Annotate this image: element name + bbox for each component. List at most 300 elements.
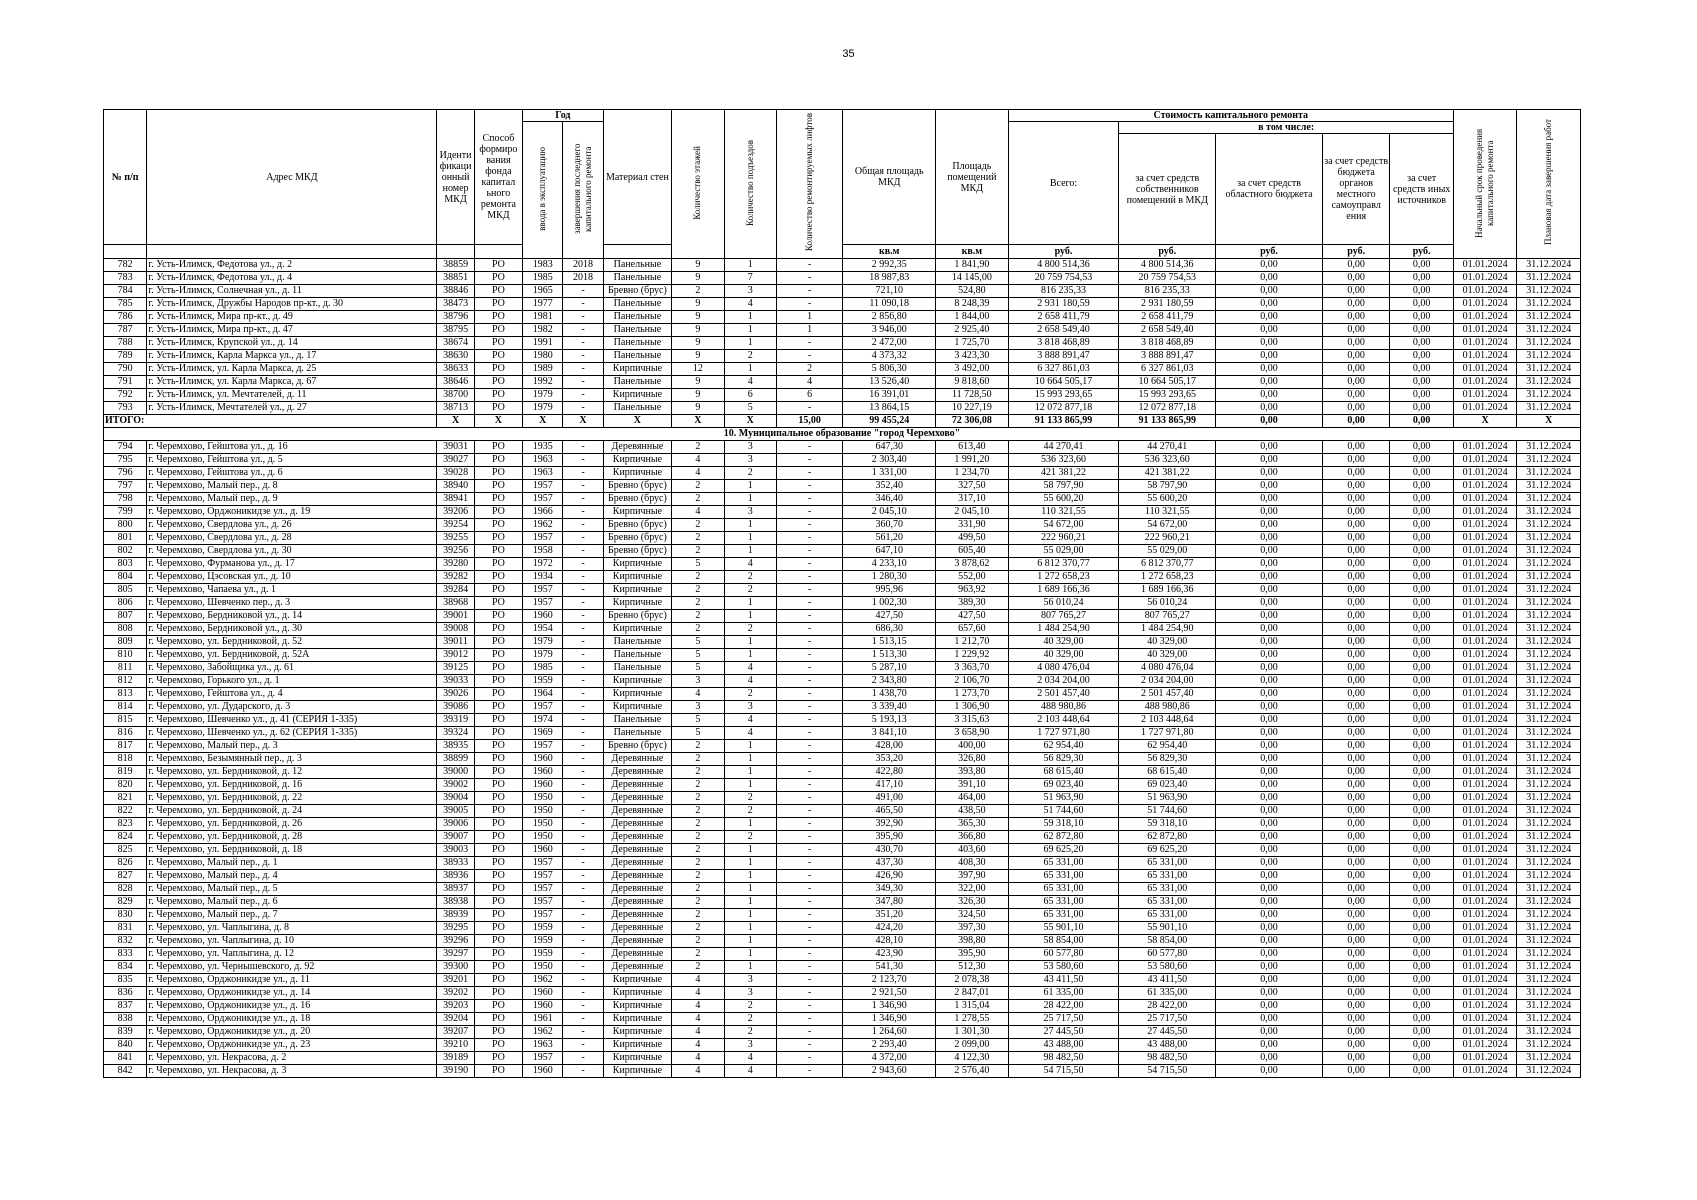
total-cell: 0,00 xyxy=(1390,415,1453,428)
table-cell: 39000 xyxy=(437,766,474,779)
table-cell: 0,00 xyxy=(1322,441,1390,454)
table-cell: 1957 xyxy=(523,493,563,506)
cell-address: г. Усть-Илимск, Федотова ул., д. 2 xyxy=(147,259,437,272)
table-cell: 1957 xyxy=(523,896,563,909)
table-cell: 31.12.2024 xyxy=(1517,831,1581,844)
table-cell: РО xyxy=(474,818,522,831)
table-cell: Панельные xyxy=(603,298,672,311)
table-cell: 0,00 xyxy=(1216,311,1323,324)
table-cell: 1 xyxy=(724,519,776,532)
table-cell: 0,00 xyxy=(1322,337,1390,350)
table-cell: - xyxy=(563,766,603,779)
table-cell: - xyxy=(776,675,842,688)
table-cell: - xyxy=(776,688,842,701)
table-cell: 01.01.2024 xyxy=(1453,727,1516,740)
table-cell: 0,00 xyxy=(1216,896,1323,909)
table-cell: - xyxy=(776,545,842,558)
table-cell: 1983 xyxy=(523,259,563,272)
table-cell: 0,00 xyxy=(1322,467,1390,480)
table-cell: 65 331,00 xyxy=(1008,909,1119,922)
table-cell: 51 963,90 xyxy=(1008,792,1119,805)
table-cell: 31.12.2024 xyxy=(1517,974,1581,987)
table-cell: 1 484 254,90 xyxy=(1008,623,1119,636)
table-cell: 2 xyxy=(672,922,724,935)
cell-address: г. Черемхово, Малый пер., д. 5 xyxy=(147,883,437,896)
table-cell: 38899 xyxy=(437,753,474,766)
table-cell: 0,00 xyxy=(1390,389,1453,402)
table-cell: 31.12.2024 xyxy=(1517,766,1581,779)
table-cell: 816 235,33 xyxy=(1008,285,1119,298)
table-cell: 830 xyxy=(104,909,147,922)
table-cell: 4 xyxy=(724,675,776,688)
header-total-area: Общая площадь МКД xyxy=(843,110,936,245)
table-cell: РО xyxy=(474,636,522,649)
table-cell: - xyxy=(563,714,603,727)
table-cell: - xyxy=(776,610,842,623)
table-cell: 5 xyxy=(672,649,724,662)
table-cell: 4 xyxy=(724,662,776,675)
table-cell: 55 901,10 xyxy=(1119,922,1216,935)
table-row xyxy=(104,935,1581,948)
table-cell: 12 xyxy=(672,363,724,376)
table-cell: 1 xyxy=(724,311,776,324)
table-cell: 01.01.2024 xyxy=(1453,584,1516,597)
table-row xyxy=(104,753,1581,766)
table-cell: 31.12.2024 xyxy=(1517,493,1581,506)
table-cell: 38938 xyxy=(437,896,474,909)
table-cell: - xyxy=(563,753,603,766)
table-row xyxy=(104,493,1581,506)
table-cell: 0,00 xyxy=(1216,883,1323,896)
table-cell: 0,00 xyxy=(1390,844,1453,857)
table-cell: - xyxy=(563,532,603,545)
table-cell: РО xyxy=(474,519,522,532)
table-cell: Кирпичные xyxy=(603,571,672,584)
table-row xyxy=(104,285,1581,298)
table-cell: 60 577,80 xyxy=(1008,948,1119,961)
table-cell: 01.01.2024 xyxy=(1453,701,1516,714)
table-cell: 0,00 xyxy=(1390,662,1453,675)
table-cell: 0,00 xyxy=(1216,467,1323,480)
table-cell: - xyxy=(776,922,842,935)
table-cell: 831 xyxy=(104,922,147,935)
table-row xyxy=(104,454,1581,467)
table-cell: 6 812 370,77 xyxy=(1119,558,1216,571)
cell-address: г. Усть-Илимск, ул. Мечтателей, д. 11 xyxy=(147,389,437,402)
table-cell: 3 492,00 xyxy=(936,363,1009,376)
table-cell: РО xyxy=(474,727,522,740)
table-cell: 39011 xyxy=(437,636,474,649)
table-cell: - xyxy=(776,454,842,467)
table-cell: 68 615,40 xyxy=(1119,766,1216,779)
table-cell: - xyxy=(563,467,603,480)
table-cell: 811 xyxy=(104,662,147,675)
table-cell: - xyxy=(563,480,603,493)
header-start-date xyxy=(1453,110,1516,259)
table-cell: 352,40 xyxy=(843,480,936,493)
table-cell: 2 xyxy=(672,896,724,909)
table-cell: 813 xyxy=(104,688,147,701)
cell-address: г. Усть-Илимск, Дружбы Народов пр-кт., д. 30 xyxy=(147,298,437,311)
table-cell: 0,00 xyxy=(1322,909,1390,922)
table-cell: 0,00 xyxy=(1216,337,1323,350)
table-cell: РО xyxy=(474,584,522,597)
table-cell: 2 xyxy=(776,363,842,376)
table-cell: 7 xyxy=(724,272,776,285)
table-cell: 31.12.2024 xyxy=(1517,935,1581,948)
table-cell: Деревянные xyxy=(603,896,672,909)
table-cell: РО xyxy=(474,961,522,974)
table-row xyxy=(104,649,1581,662)
table-cell: Кирпичные xyxy=(603,1026,672,1039)
table-cell: 9 818,60 xyxy=(936,376,1009,389)
table-cell: - xyxy=(776,961,842,974)
table-cell: Панельные xyxy=(603,727,672,740)
table-cell: 721,10 xyxy=(843,285,936,298)
table-cell: 331,90 xyxy=(936,519,1009,532)
table-cell: 38937 xyxy=(437,883,474,896)
table-cell: 0,00 xyxy=(1322,402,1390,415)
table-cell: 0,00 xyxy=(1216,714,1323,727)
table-cell: 2 xyxy=(672,571,724,584)
cell-address: г. Черемхово, Гейштова ул., д. 4 xyxy=(147,688,437,701)
table-cell: 835 xyxy=(104,974,147,987)
table-cell: 16 391,01 xyxy=(843,389,936,402)
table-cell: 0,00 xyxy=(1390,922,1453,935)
table-cell: - xyxy=(563,922,603,935)
table-cell: 1 xyxy=(724,961,776,974)
table-cell: - xyxy=(563,454,603,467)
header-incl-group: в том числе: xyxy=(1119,122,1453,134)
table-cell: РО xyxy=(474,688,522,701)
table-cell: 0,00 xyxy=(1322,883,1390,896)
table-cell: 01.01.2024 xyxy=(1453,324,1516,337)
header-entrances xyxy=(724,110,776,259)
table-cell: 0,00 xyxy=(1390,883,1453,896)
table-row xyxy=(104,350,1581,363)
table-row xyxy=(104,675,1581,688)
table-cell: 1 xyxy=(724,896,776,909)
table-cell: 824 xyxy=(104,831,147,844)
table-cell: РО xyxy=(474,740,522,753)
table-cell: 1 xyxy=(724,909,776,922)
table-cell: 0,00 xyxy=(1216,402,1323,415)
cell-address: г. Черемхово, Чапаева ул., д. 1 xyxy=(147,584,437,597)
table-cell: 0,00 xyxy=(1390,1013,1453,1026)
table-cell: 31.12.2024 xyxy=(1517,441,1581,454)
header-cost-regional: за счет средств областного бюджета xyxy=(1216,134,1323,245)
table-cell: Кирпичные xyxy=(603,506,672,519)
table-cell: 1 xyxy=(724,480,776,493)
header-unit-blank xyxy=(147,245,437,259)
table-cell: 1 212,70 xyxy=(936,636,1009,649)
cell-address: г. Черемхово, ул. Чаплыгина, д. 8 xyxy=(147,922,437,935)
table-cell: 4 800 514,36 xyxy=(1119,259,1216,272)
header-unit-cost-total: руб. xyxy=(1008,245,1119,259)
table-cell: 222 960,21 xyxy=(1008,532,1119,545)
table-cell: 3 xyxy=(724,285,776,298)
table-cell: РО xyxy=(474,948,522,961)
table-cell: 825 xyxy=(104,844,147,857)
table-cell: 2 xyxy=(724,831,776,844)
table-cell: Панельные xyxy=(603,259,672,272)
table-cell: 1966 xyxy=(523,506,563,519)
table-cell: 0,00 xyxy=(1216,389,1323,402)
table-cell: 31.12.2024 xyxy=(1517,506,1581,519)
table-cell: 2 xyxy=(672,545,724,558)
table-cell: 01.01.2024 xyxy=(1453,259,1516,272)
header-unit-cost-other: руб. xyxy=(1390,245,1453,259)
table-cell: 801 xyxy=(104,532,147,545)
table-cell: 0,00 xyxy=(1390,805,1453,818)
cell-address: г. Черемхово, Орджоникидзе ул., д. 14 xyxy=(147,987,437,1000)
table-cell: 317,10 xyxy=(936,493,1009,506)
table-cell: 68 615,40 xyxy=(1008,766,1119,779)
table-cell: 4 122,30 xyxy=(936,1052,1009,1065)
table-cell: 0,00 xyxy=(1322,701,1390,714)
table-cell: 807 765,27 xyxy=(1008,610,1119,623)
table-cell: 0,00 xyxy=(1216,792,1323,805)
table-cell: 1957 xyxy=(523,740,563,753)
table-cell: 39012 xyxy=(437,649,474,662)
table-cell: 0,00 xyxy=(1216,441,1323,454)
table-cell: 837 xyxy=(104,1000,147,1013)
table-cell: 2 xyxy=(724,688,776,701)
table-cell: - xyxy=(563,350,603,363)
table-cell: 0,00 xyxy=(1216,948,1323,961)
table-cell: 01.01.2024 xyxy=(1453,662,1516,675)
table-cell: 38796 xyxy=(437,311,474,324)
table-cell: - xyxy=(563,792,603,805)
table-cell: 0,00 xyxy=(1216,285,1323,298)
table-cell: РО xyxy=(474,623,522,636)
table-cell: 0,00 xyxy=(1390,1065,1453,1078)
table-cell: 8 248,39 xyxy=(936,298,1009,311)
table-cell: - xyxy=(563,519,603,532)
table-row xyxy=(104,376,1581,389)
table-cell: 0,00 xyxy=(1216,597,1323,610)
table-cell: 55 029,00 xyxy=(1008,545,1119,558)
table-cell: 14 145,00 xyxy=(936,272,1009,285)
table-cell: Панельные xyxy=(603,714,672,727)
table-cell: - xyxy=(776,597,842,610)
header-start-date-text: Начальный срок проведения капитального ремонта xyxy=(1474,127,1496,238)
table-cell: 2 xyxy=(672,935,724,948)
table-row xyxy=(104,480,1581,493)
table-cell: 0,00 xyxy=(1390,597,1453,610)
table-cell: 69 625,20 xyxy=(1119,844,1216,857)
table-cell: 839 xyxy=(104,1026,147,1039)
table-cell: 0,00 xyxy=(1322,649,1390,662)
table-cell: 0,00 xyxy=(1216,493,1323,506)
table-cell: 39202 xyxy=(437,987,474,1000)
table-cell: 38674 xyxy=(437,337,474,350)
table-row xyxy=(104,1065,1581,1078)
table-cell: 39086 xyxy=(437,701,474,714)
table-cell: Деревянные xyxy=(603,805,672,818)
table-cell: 0,00 xyxy=(1322,571,1390,584)
table-cell: - xyxy=(776,558,842,571)
table-cell: 0,00 xyxy=(1216,805,1323,818)
table-cell: 2 xyxy=(672,610,724,623)
table-cell: 01.01.2024 xyxy=(1453,363,1516,376)
table-cell: 1 xyxy=(724,493,776,506)
table-cell: Панельные xyxy=(603,636,672,649)
table-row xyxy=(104,441,1581,454)
table-cell: 0,00 xyxy=(1216,662,1323,675)
table-cell: 2 931 180,59 xyxy=(1008,298,1119,311)
capital-repair-table xyxy=(103,109,1581,1078)
header-year-last-repair xyxy=(563,122,603,259)
table-cell: 31.12.2024 xyxy=(1517,948,1581,961)
header-floors xyxy=(672,110,724,259)
table-cell: 0,00 xyxy=(1216,922,1323,935)
table-cell: - xyxy=(776,571,842,584)
table-cell: Панельные xyxy=(603,337,672,350)
table-cell: 65 331,00 xyxy=(1008,870,1119,883)
table-cell: 2 xyxy=(672,818,724,831)
table-cell: 1 xyxy=(724,844,776,857)
table-cell: 0,00 xyxy=(1216,818,1323,831)
table-cell: 01.01.2024 xyxy=(1453,896,1516,909)
table-cell: 2 xyxy=(672,753,724,766)
table-cell: 15 993 293,65 xyxy=(1119,389,1216,402)
table-cell: - xyxy=(563,597,603,610)
table-cell: 351,20 xyxy=(843,909,936,922)
cell-address: г. Черемхово, ул. Дударского, д. 3 xyxy=(147,701,437,714)
table-cell: 43 488,00 xyxy=(1119,1039,1216,1052)
table-cell: 2 472,00 xyxy=(843,337,936,350)
table-cell: 393,80 xyxy=(936,766,1009,779)
table-cell: 3 841,10 xyxy=(843,727,936,740)
table-row xyxy=(104,896,1581,909)
table-cell: 2 925,40 xyxy=(936,324,1009,337)
table-cell: 39300 xyxy=(437,961,474,974)
table-cell: 1 xyxy=(724,766,776,779)
table-cell: 25 717,50 xyxy=(1119,1013,1216,1026)
cell-address: г. Черемхово, ул. Чаплыгина, д. 12 xyxy=(147,948,437,961)
table-cell: 366,80 xyxy=(936,831,1009,844)
table-cell: Деревянные xyxy=(603,753,672,766)
table-row xyxy=(104,779,1581,792)
table-cell: 0,00 xyxy=(1216,298,1323,311)
table-cell: - xyxy=(563,493,603,506)
table-cell: РО xyxy=(474,987,522,1000)
table-cell: 1 xyxy=(724,948,776,961)
table-cell: - xyxy=(776,805,842,818)
table-cell: - xyxy=(563,376,603,389)
table-cell: 4 080 476,04 xyxy=(1008,662,1119,675)
table-cell: 01.01.2024 xyxy=(1453,714,1516,727)
table-cell: - xyxy=(776,649,842,662)
table-cell: 43 411,50 xyxy=(1119,974,1216,987)
table-row xyxy=(104,1026,1581,1039)
table-cell: 5 806,30 xyxy=(843,363,936,376)
table-cell: Деревянные xyxy=(603,961,672,974)
cell-address: г. Усть-Илимск, Карла Маркса ул., д. 17 xyxy=(147,350,437,363)
table-cell: - xyxy=(563,909,603,922)
table-row xyxy=(104,558,1581,571)
total-cell: 72 306,08 xyxy=(936,415,1009,428)
cell-address: г. Черемхово, Малый пер., д. 4 xyxy=(147,870,437,883)
table-cell: РО xyxy=(474,857,522,870)
table-cell: Кирпичные xyxy=(603,389,672,402)
table-cell: 834 xyxy=(104,961,147,974)
table-cell: 31.12.2024 xyxy=(1517,753,1581,766)
header-cost-local: за счет средств бюджета органов местного самоуправл ения xyxy=(1322,134,1390,245)
table-cell: - xyxy=(563,389,603,402)
table-cell: - xyxy=(563,441,603,454)
table-cell: 324,50 xyxy=(936,909,1009,922)
table-cell: 792 xyxy=(104,389,147,402)
table-cell: 793 xyxy=(104,402,147,415)
table-cell: 31.12.2024 xyxy=(1517,480,1581,493)
table-cell: 01.01.2024 xyxy=(1453,987,1516,1000)
table-cell: 39189 xyxy=(437,1052,474,1065)
table-cell: 0,00 xyxy=(1322,1052,1390,1065)
table-cell: 9 xyxy=(672,311,724,324)
table-cell: 39004 xyxy=(437,792,474,805)
table-cell: 0,00 xyxy=(1322,584,1390,597)
table-cell: 832 xyxy=(104,935,147,948)
cell-address: г. Усть-Илимск, Крупской ул., д. 14 xyxy=(147,337,437,350)
table-cell: 0,00 xyxy=(1390,363,1453,376)
table-cell: Деревянные xyxy=(603,935,672,948)
table-cell: 3 xyxy=(724,987,776,1000)
table-cell: 1 346,90 xyxy=(843,1013,936,1026)
table-cell: 31.12.2024 xyxy=(1517,909,1581,922)
table-cell: 2 xyxy=(724,623,776,636)
table-cell: 0,00 xyxy=(1390,571,1453,584)
table-cell: 0,00 xyxy=(1390,909,1453,922)
table-cell: 55 600,20 xyxy=(1119,493,1216,506)
table-cell: 4 xyxy=(672,1000,724,1013)
table-cell: 392,90 xyxy=(843,818,936,831)
table-cell: 0,00 xyxy=(1390,259,1453,272)
table-cell: Бревно (брус) xyxy=(603,740,672,753)
table-cell: 2 921,50 xyxy=(843,987,936,1000)
table-cell: 0,00 xyxy=(1216,935,1323,948)
table-cell: 1960 xyxy=(523,1000,563,1013)
table-cell: - xyxy=(563,675,603,688)
table-cell: 51 744,60 xyxy=(1119,805,1216,818)
table-cell: - xyxy=(776,480,842,493)
table-cell: 0,00 xyxy=(1390,506,1453,519)
table-cell: - xyxy=(776,701,842,714)
table-cell: 01.01.2024 xyxy=(1453,389,1516,402)
table-cell: 0,00 xyxy=(1322,675,1390,688)
table-cell: Деревянные xyxy=(603,870,672,883)
table-cell: - xyxy=(563,1000,603,1013)
table-cell: 31.12.2024 xyxy=(1517,610,1581,623)
table-cell: 39031 xyxy=(437,441,474,454)
cell-address: г. Усть-Илимск, ул. Карла Маркса, д. 25 xyxy=(147,363,437,376)
table-cell: 0,00 xyxy=(1322,818,1390,831)
cell-address: г. Черемхово, ул. Бердниковой, д. 28 xyxy=(147,831,437,844)
header-entrances-text: Количество подъездов xyxy=(744,139,755,226)
cell-address: г. Черемхово, ул. Некрасова, д. 2 xyxy=(147,1052,437,1065)
table-cell: 2 xyxy=(672,519,724,532)
table-cell: 4 xyxy=(724,1065,776,1078)
table-cell: РО xyxy=(474,753,522,766)
table-cell: 0,00 xyxy=(1216,987,1323,1000)
table-cell: - xyxy=(776,779,842,792)
table-cell: Деревянные xyxy=(603,766,672,779)
table-cell: 01.01.2024 xyxy=(1453,753,1516,766)
cell-address: г. Черемхово, Свердлова ул., д. 28 xyxy=(147,532,437,545)
table-cell: 0,00 xyxy=(1322,961,1390,974)
table-cell: 817 xyxy=(104,740,147,753)
